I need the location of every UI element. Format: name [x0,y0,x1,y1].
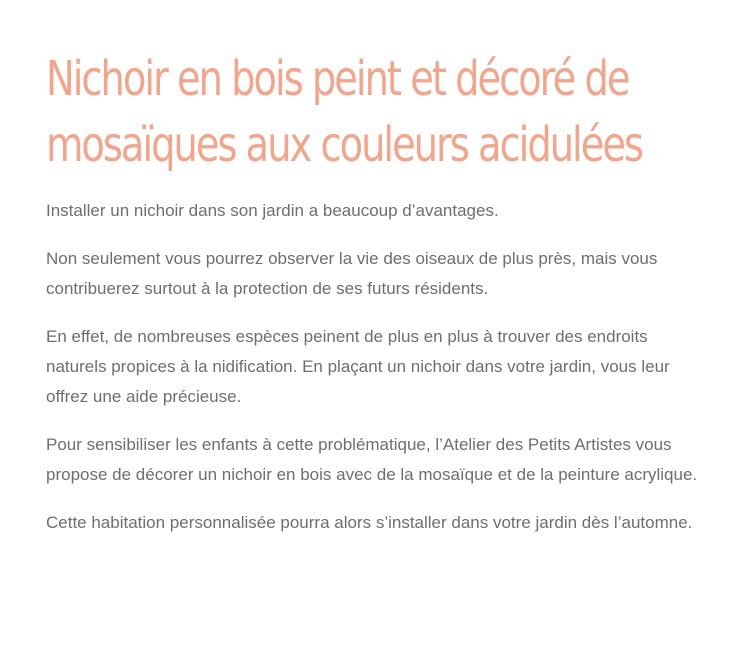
paragraph-2: Non seulement vous pourrez observer la vie des oiseaux de plus près, mais vous contribuerez surtout à la protection de ses futurs résidents. [46,249,658,298]
paragraph-1: Installer un nichoir dans son jardin a beaucoup d’avantages. [46,201,499,220]
page-title [46,46,710,178]
paragraph-4: Pour sensibiliser les enfants à cette problématique, l’Atelier des Petits Artistes vous propose de décorer un nichoir en bois avec de la mosaïque et de la peinture acrylique. [46,435,698,484]
title-line-2: mosaïques aux couleurs acidulées [46,117,642,173]
article [46,46,706,556]
paragraph-5: Cette habitation personnalisée pourra alors s’installer dans votre jardin dès l’automne. [46,513,693,532]
title-line-1: Nichoir en bois peint et décoré de [46,51,629,107]
paragraph-3: En effet, de nombreuses espèces peinent de plus en plus à trouver des endroits naturels propices à la nidification. En plaçant un nichoir dans votre jardin, vous leur offrez une aide précieuse. [46,327,670,406]
article-body [46,196,706,538]
